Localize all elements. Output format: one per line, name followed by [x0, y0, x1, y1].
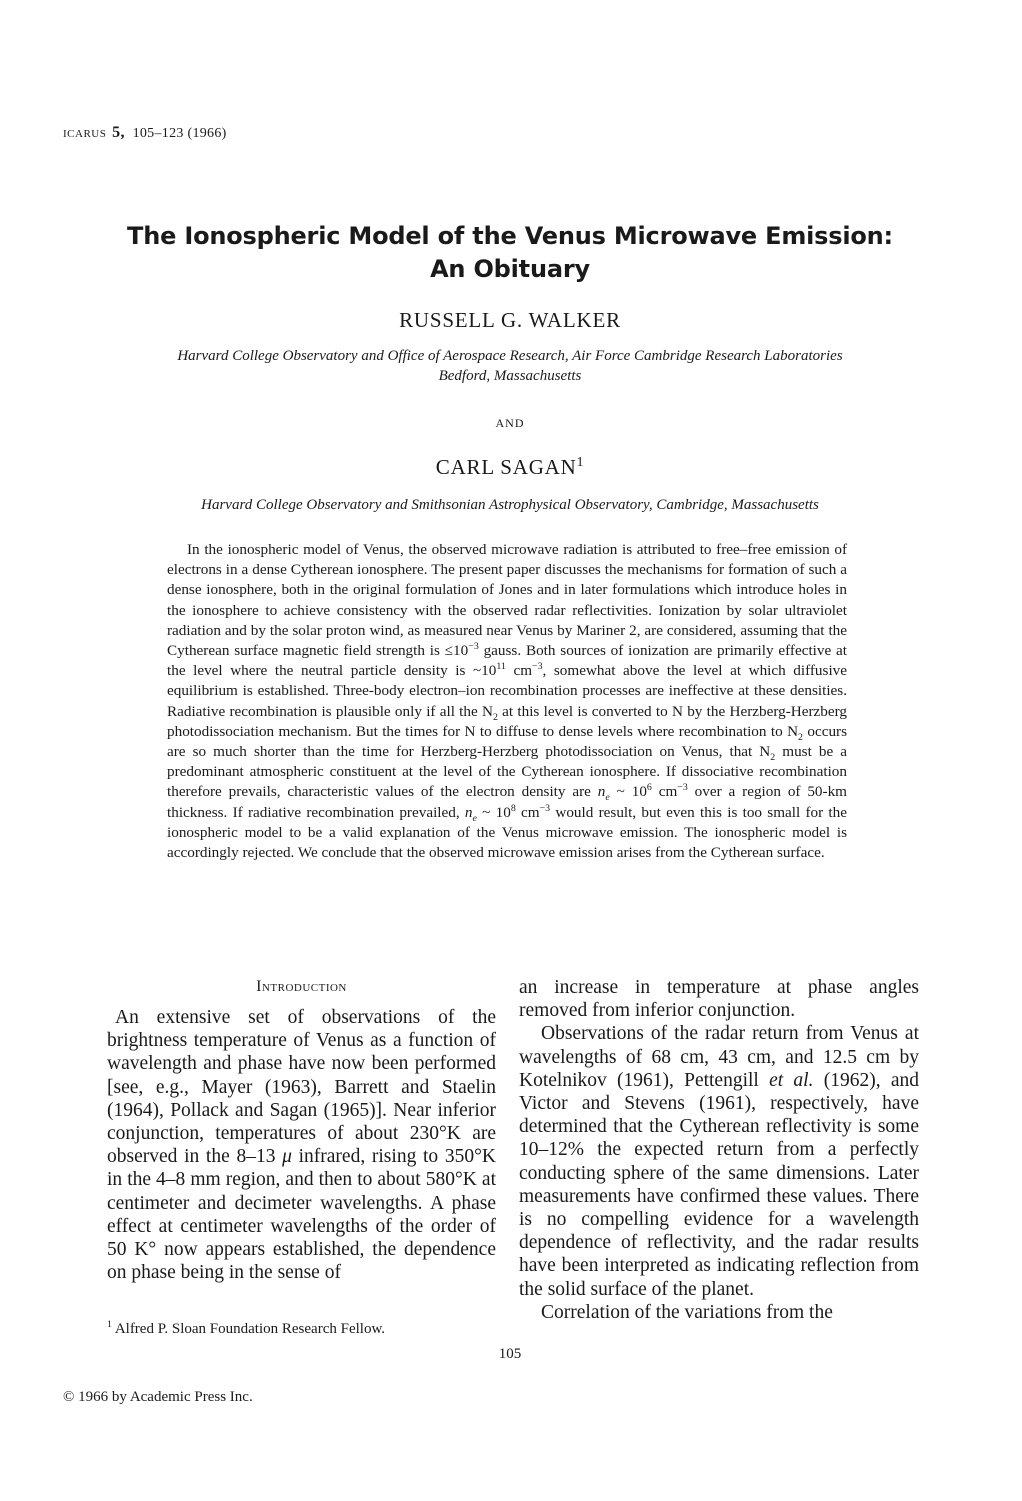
- copyright-notice: © 1966 by Academic Press Inc.: [63, 1389, 253, 1405]
- author-separator: AND: [495, 416, 525, 430]
- section-heading-introduction: Introduction: [256, 978, 347, 995]
- journal-year: (1966): [187, 126, 227, 141]
- journal-pages: 105–123: [132, 126, 184, 141]
- journal-name: ICARUS: [63, 128, 107, 140]
- author-name-walker: RUSSELL G. WALKER: [399, 308, 621, 332]
- author-affiliation-sagan: Harvard College Observatory and Smithsonian Astrophysical Observatory, Cambridge, Massachusetts: [201, 497, 819, 513]
- paragraph: Observations of the radar return from Venus at wavelengths of 68 cm, 43 cm, and 12.5 cm by Kotelnikov (1961), Pettengill et al. (1962), and Victor and Stevens (1961), respectively, have determined that the Cytherean reflectivity is some 10–12% the expected return from a perfectly conducting sphere of the same dimensions. Later measurements have confirmed these values. There is no compelling evidence for a wavelength dependence of reflectivity, and the radar results have been interpreted as indicating reflection from the solid surface of the planet.: [519, 1023, 919, 1300]
- title-line-2: An Obituary: [430, 255, 590, 283]
- footnote-mark: 1: [576, 454, 585, 469]
- paragraph: an increase in temperature at phase angles removed from inferior conjunction.: [519, 977, 919, 1022]
- author-name-sagan: CARL SAGAN$^1$: [435, 454, 585, 479]
- author-affiliation-walker: Harvard College Observatory and Office of Aerospace Research, Air Force Cambridge Research Laboratories Bedford, Massachusetts: [177, 348, 843, 384]
- abstract: In the ionospheric model of Venus, the observed microwave radiation is attributed to free–free emission of electrons in a dense Cytherean ionosphere. The present paper discusses the mechanisms for formation of such a dense ionosphere, both in the original formulation of Jones and in later formulations which introduce holes in the ionosphere to achieve consistency with the observed radar reflectivities. Ionization by solar ultraviolet radiation and by the solar proton wind, as measured near Venus by Mariner 2, are considered, assuming that the Cytherean surface magnetic field strength is $\le 10^{-3}$ gauss. Both sources of ionization are primarily effective at the level where the neutral particle density is $\sim 10^{11}$ $cm^{-3}$, somewhat above the level at which diffusive equilibrium is established. Three-body electron–ion recombination processes are ineffective at these densities. Radiative recombination is plausible only if all the $N_2$ at this level is converted to N by the Herzberg-Herzberg photodissociation mechanism. But the times for N to diffuse to dense levels where recombination to $N_2$ occurs are so much shorter than the time for Herzberg-Herzberg photodissociation on Venus, that $N_2$ must be a predominant atmospheric constituent at the level of the Cytherean ionosphere. If dissociative recombination therefore prevails, characteristic values of the electron density are $n_e$ ~ $10^6$ $cm^{-3}$ over a region of 50-km thickness. If radiative recombination prevailed, $n_e$ ~ $10^8$ $cm^{-3}$ would result, but even this is too small for the ionospheric model to be a valid explanation of the Venus microwave emission. The ionospheric model is accordingly rejected. We conclude that the observed microwave emission arises from the Cytherean surface.: [167, 541, 848, 862]
- journal-volume: 5,: [112, 124, 125, 141]
- page-number: 105: [498, 1346, 522, 1362]
- body-column-left: An extensive set of observations of the brightness temperature of Venus as a function of wavelength and phase have now been performed [see, e.g., Mayer (1963), Barrett and Staelin (1964), Pollack and Sagan (1965)]. Near inferior conjunction, temperatures of about 230°K are observed in the 8–13 μ infrared, rising to 350°K in the 4–8 mm region, and then to about 580°K at centimeter and decimeter wavelengths. A phase effect at centimeter wavelengths of the order of 50 K° now appears established, the dependence on phase being in the sense of: [107, 1007, 496, 1284]
- footnote: $^1$ Alfred P. Sloan Foundation Research Fellow.: [107, 1319, 386, 1337]
- paragraph: Correlation of the variations from the: [541, 1301, 833, 1323]
- paper-title: [60, 220, 960, 286]
- body-column-right: [519, 976, 919, 1324]
- journal-citation: [63, 124, 227, 142]
- title-line-1: The Ionospheric Model of the Venus Microwave Emission:: [127, 222, 893, 250]
